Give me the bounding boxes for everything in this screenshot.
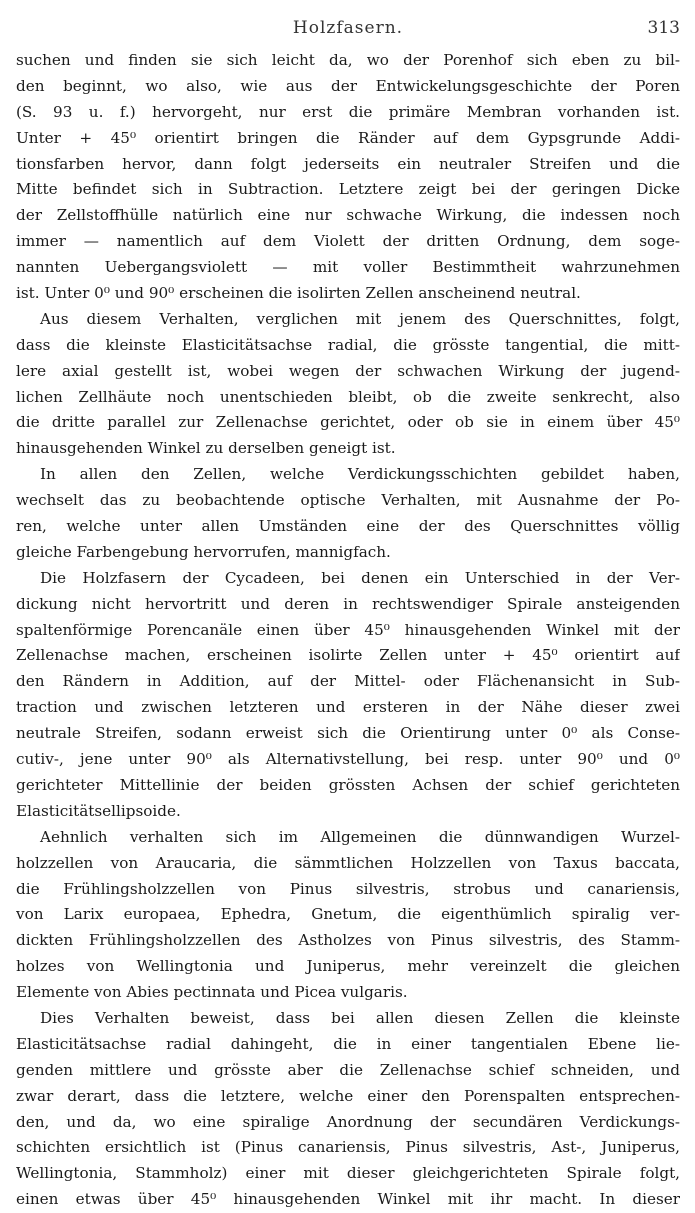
text-line: dass die kleinste Elasticitätsachse radial, die grösste tangential, die mitt- bbox=[16, 335, 680, 354]
text-line: Wellingtonia, Stammholz) einer mit dieser gleichgerichteten Spirale folgt, bbox=[16, 1164, 680, 1183]
text-line: den beginnt, wo also, wie aus der Entwickelungsgeschichte der Poren bbox=[16, 76, 680, 95]
text-line: ren, welche unter allen Umständen eine der des Querschnittes völlig bbox=[16, 517, 680, 536]
text-line: den, und da, wo eine spiralige Anordnung der secundären Verdickungs- bbox=[16, 1112, 680, 1131]
text-line: der Zellstoffhülle natürlich eine nur schwache Wirkung, die indessen noch bbox=[16, 206, 680, 225]
text-line: Aehnlich verhalten sich im Allgemeinen die dünnwandigen Wurzel- bbox=[40, 827, 680, 846]
text-line: In allen den Zellen, welche Verdickungsschichten gebildet haben, bbox=[40, 465, 680, 484]
text-line: lere axial gestellt ist, wobei wegen der schwachen Wirkung der jugend- bbox=[16, 361, 680, 380]
book-page bbox=[16, 12, 680, 1213]
text-line: genden mittlere und grösste aber die Zellenachse schief schneiden, und bbox=[16, 1060, 680, 1079]
text-line: cutiv-, jene unter 90⁰ als Alternativstellung, bei resp. unter 90⁰ und 0⁰ bbox=[16, 750, 680, 769]
text-line: immer — namentlich auf dem Violett der dritten Ordnung, dem soge- bbox=[16, 232, 680, 251]
text-line: hinausgehenden Winkel zu derselben geneigt ist. bbox=[16, 439, 396, 458]
text-line: Die Holzfasern der Cycadeen, bei denen ein Unterschied in der Ver- bbox=[40, 568, 680, 587]
text-line: Zellenachse machen, erscheinen isolirte Zellen unter + 45⁰ orientirt auf bbox=[16, 646, 680, 665]
text-line: Aus diesem Verhalten, verglichen mit jenem des Querschnittes, folgt, bbox=[40, 309, 680, 328]
page-number: 313 bbox=[647, 18, 680, 38]
text-line: die dritte parallel zur Zellenachse gerichtet, oder ob sie in einem über 45⁰ bbox=[16, 413, 680, 432]
text-line: Mitte befindet sich in Subtraction. Letztere zeigt bei der geringen Dicke bbox=[16, 180, 680, 199]
text-line: Dies Verhalten beweist, dass bei allen diesen Zellen die kleinste bbox=[40, 1008, 680, 1027]
page-header bbox=[16, 12, 680, 48]
text-line: holzes von Wellingtonia und Juniperus, mehr vereinzelt die gleichen bbox=[16, 957, 680, 976]
text-line: traction und zwischen letzteren und ersteren in der Nähe dieser zwei bbox=[16, 698, 680, 717]
text-line: den Rändern in Addition, auf der Mittel- oder Flächenansicht in Sub- bbox=[16, 672, 680, 691]
text-line: spaltenförmige Porencanäle einen über 45⁰ hinausgehenden Winkel mit der bbox=[16, 620, 680, 639]
running-title: Holzfasern. bbox=[292, 18, 404, 38]
text-line: (S. 93 u. f.) hervorgeht, nur erst die primäre Membran vorhanden ist. bbox=[16, 102, 680, 121]
text-line: dickung nicht hervortritt und deren in rechtswendiger Spirale ansteigenden bbox=[16, 594, 680, 613]
text-line: zwar derart, dass die letztere, welche einer den Porenspalten entsprechen- bbox=[16, 1086, 680, 1105]
text-line: Elasticitätsachse radial dahingeht, die in einer tangentialen Ebene lie- bbox=[16, 1034, 680, 1053]
text-line: die Frühlingsholzzellen von Pinus silvestris, strobus und canariensis, bbox=[16, 879, 680, 898]
text-line: holzzellen von Araucaria, die sämmtlichen Holzzellen von Taxus baccata, bbox=[16, 853, 680, 872]
text-line: ist. Unter 0⁰ und 90⁰ erscheinen die isolirten Zellen anscheinend neutral. bbox=[16, 284, 581, 303]
text-line: Elemente von Abies pectinnata und Picea vulgaris. bbox=[16, 983, 408, 1002]
text-line: einen etwas über 45⁰ hinausgehenden Winkel mit ihr macht. In dieser bbox=[16, 1190, 680, 1209]
text-line: nannten Uebergangsviolett — mit voller Bestimmtheit wahrzunehmen bbox=[16, 258, 680, 277]
text-line: wechselt das zu beobachtende optische Verhalten, mit Ausnahme der Po- bbox=[16, 491, 680, 510]
text-line: schichten ersichtlich ist (Pinus canariensis, Pinus silvestris, Ast-, Juniperus, bbox=[16, 1138, 680, 1157]
text-line: Unter + 45⁰ orientirt bringen die Ränder auf dem Gypsgrunde Addi- bbox=[16, 128, 680, 147]
text-line: suchen und finden sie sich leicht da, wo der Porenhof sich eben zu bil- bbox=[16, 51, 680, 69]
text-line: tionsfarben hervor, dann folgt jederseits ein neutraler Streifen und die bbox=[16, 154, 680, 173]
text-line: gerichteter Mittellinie der beiden grössten Achsen der schief gerichteten bbox=[16, 775, 680, 794]
text-line: von Larix europaea, Ephedra, Gnetum, die eigenthümlich spiralig ver- bbox=[16, 905, 680, 924]
text-line: lichen Zellhäute noch unentschieden bleibt, ob die zweite senkrecht, also bbox=[16, 387, 680, 406]
text-line: neutrale Streifen, sodann erweist sich die Orientirung unter 0⁰ als Conse- bbox=[16, 724, 680, 743]
text-line: gleiche Farbengebung hervorrufen, mannigfach. bbox=[16, 542, 391, 561]
body-text bbox=[16, 48, 680, 1213]
text-line: Elasticitätsellipsoide. bbox=[16, 801, 181, 820]
text-line: dickten Frühlingsholzzellen des Astholzes von Pinus silvestris, des Stamm- bbox=[16, 931, 680, 950]
